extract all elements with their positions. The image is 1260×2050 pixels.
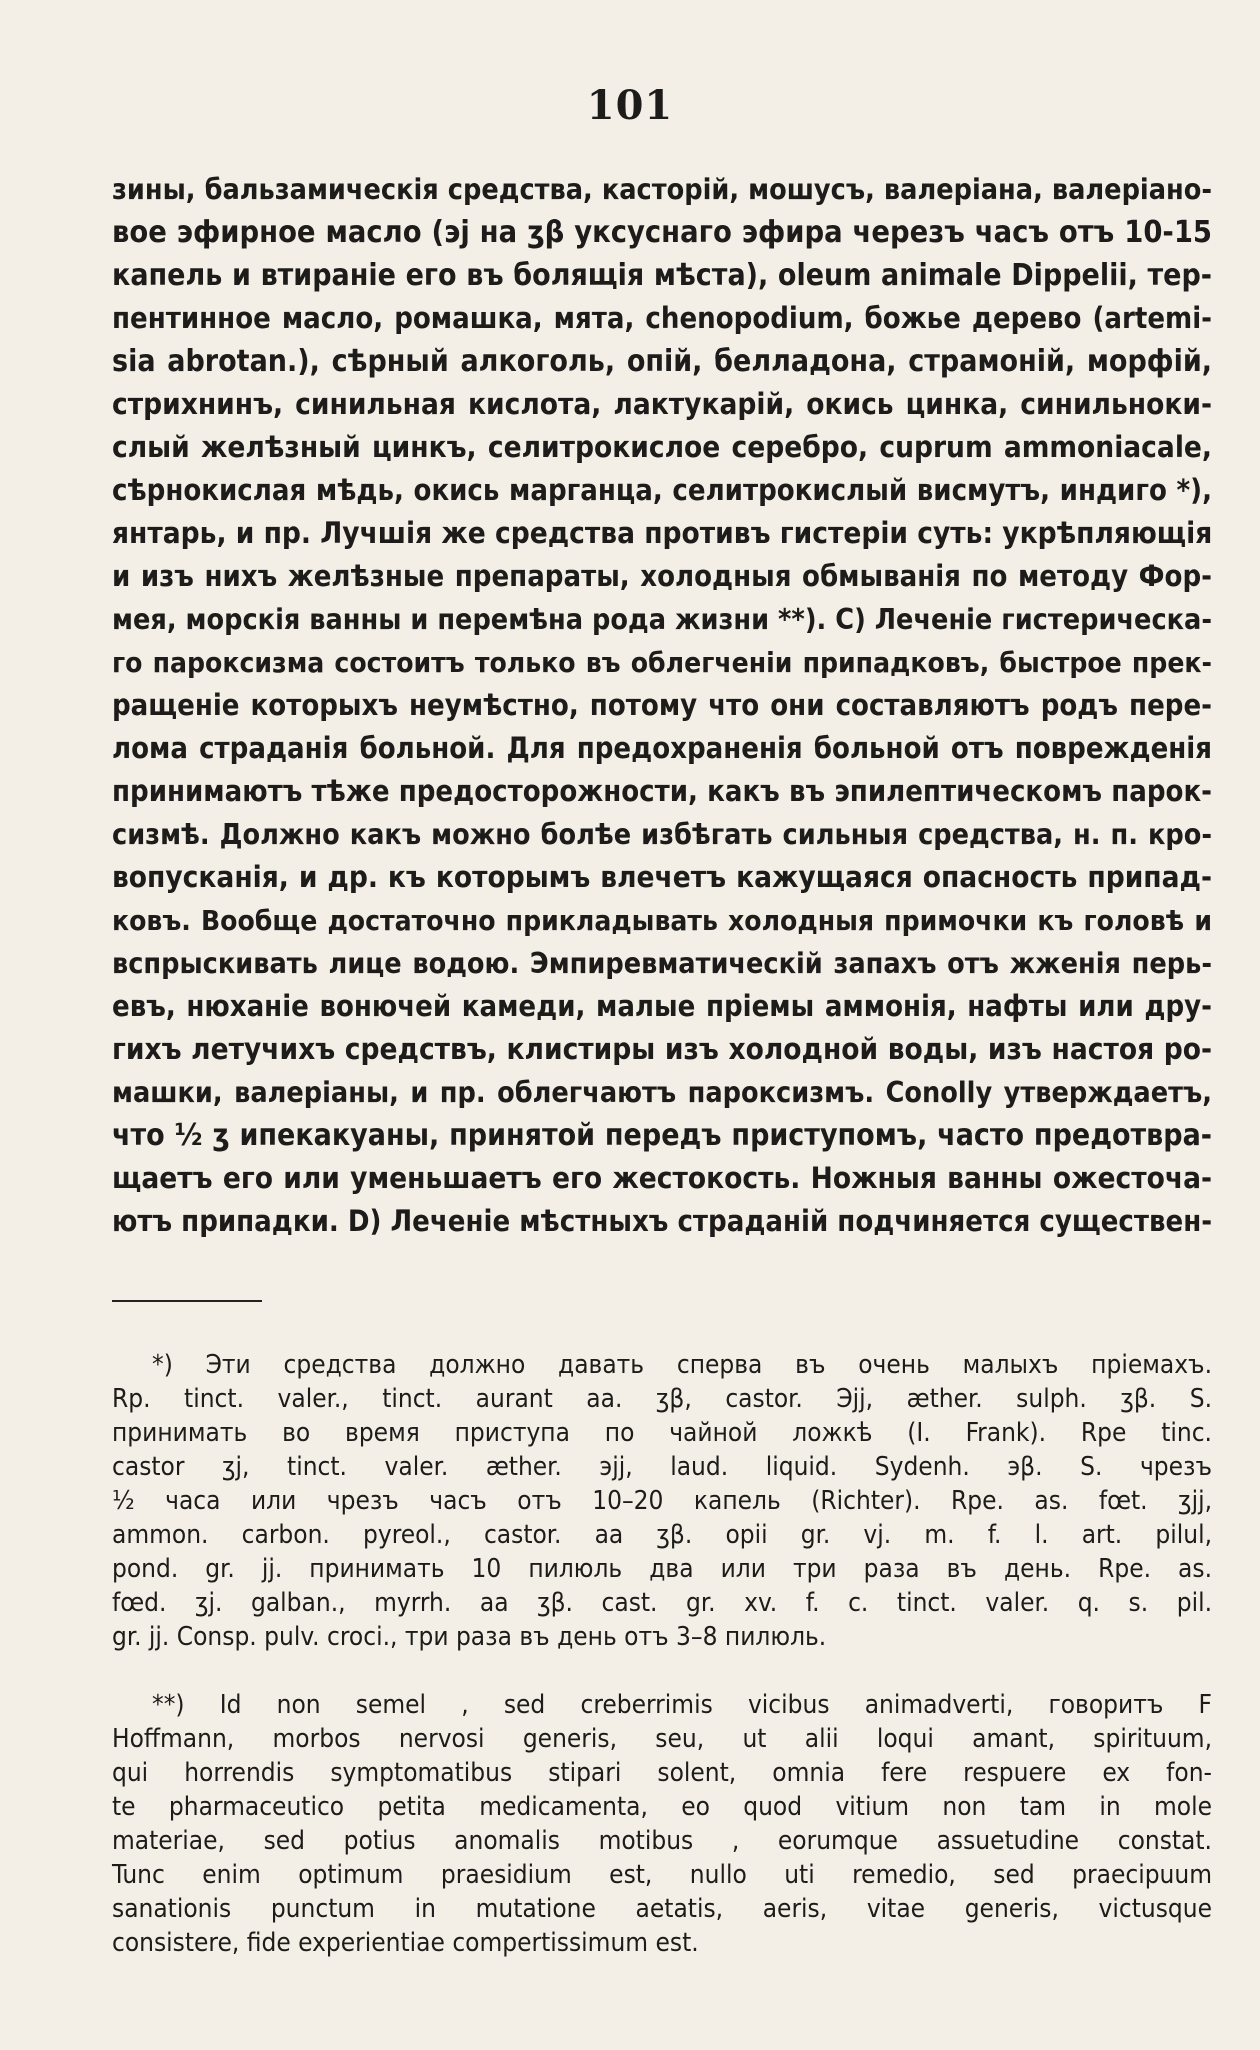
body-text-line: ращеніе которыхъ неумѣстно, потому что они составляютъ родъ пере-	[112, 688, 1212, 722]
footnote-line: gr. jj. Consp. pulv. croci., три раза въ день отъ 3–8 пилюль.	[112, 1622, 827, 1652]
body-text-line: sia abrotan.), сѣрный алкоголь, опій, белладона, страмоній, морфій,	[112, 344, 1212, 379]
footnote-line: consistere, fide experientiae compertissimum est.	[112, 1928, 699, 1958]
body-text-line: капель и втираніе его въ болящія мѣста), oleum animale Dippelii, тер-	[112, 258, 1212, 293]
body-text-line: янтарь, и пр. Лучшія же средства противъ гистеріи суть: укрѣпляющія	[112, 516, 1213, 550]
body-text-line: ковъ. Вообще достаточно прикладывать холодныя примочки къ головѣ и	[112, 904, 1212, 937]
footnote-line: принимать во время приступа по чайной ложкѣ (I. Frank). Rpe tinc.	[112, 1418, 1212, 1448]
body-text-line: евъ, нюханіе вонючей камеди, малые пріемы аммонія, нафты или дру-	[112, 989, 1212, 1023]
footnote-line: Tunc enim optimum praesidium est, nullo uti remedio, sed praecipuum	[112, 1860, 1212, 1890]
footnote-line: Rp. tinct. valer., tinct. aurant aa. ʒβ, castor. Эjj, æther. sulph. ʒβ. S.	[112, 1384, 1212, 1414]
body-text-line: сѣрнокислая мѣдь, окись марганца, селитрокислый висмутъ, индиго *),	[112, 473, 1212, 507]
body-text-line: ютъ припадки. D) Леченіе мѣстныхъ страданій подчиняется существен-	[112, 1204, 1213, 1238]
page-number: 101	[586, 82, 674, 129]
footnote-line: **) Id non semel , sed creberrimis vicibus animadverti, говоритъ F	[152, 1690, 1212, 1720]
body-text-line: машки, валеріаны, и пр. облегчаютъ пароксизмъ. Conolly утверждаетъ,	[112, 1076, 1212, 1109]
footnote-line: fœd. ʒj. galban., myrrh. aa ʒβ. cast. gr. xv. f. c. tinct. valer. q. s. pil.	[112, 1588, 1212, 1618]
body-text-line: и изъ нихъ желѣзные препараты, холодныя обмыванія по методу Фор-	[112, 559, 1212, 593]
body-text-line: слый желѣзный цинкъ, селитрокислое серебро, cuprum ammoniacale,	[112, 430, 1212, 464]
footnote-line: castor ʒj, tinct. valer. æther. эjj, laud. liquid. Sydenh. эβ. S. чрезъ	[112, 1452, 1212, 1482]
body-text-line: что ½ ʒ ипекакуаны, принятой передъ приступомъ, часто предотвра-	[112, 1118, 1212, 1153]
footnote-line: qui horrendis symptomatibus stipari solent, omnia fere respuere ex fon-	[112, 1758, 1212, 1788]
body-text-line: пентинное масло, ромашка, мята, chenopodium, божье дерево (artemi-	[112, 301, 1212, 335]
footnote-line: ½ часа или чрезъ часъ отъ 10–20 капель (Richter). Rpe. as. fœt. ʒjj,	[112, 1486, 1212, 1516]
footnote-line: sanationis punctum in mutatione aetatis, aeris, vitae generis, victusque	[112, 1894, 1212, 1924]
body-text-line: мея, морскія ванны и перемѣна рода жизни **). C) Леченіе гистерическа-	[112, 603, 1212, 636]
body-text-line: щаетъ его или уменьшаетъ его жестокость. Ножныя ванны ожесточа-	[112, 1161, 1212, 1195]
footnote-line: *) Эти средства должно давать сперва въ очень малыхъ пріемахъ.	[152, 1350, 1212, 1380]
body-text-line: стрихнинъ, синильная кислота, лактукарій, окись цинка, синильноки-	[112, 387, 1212, 421]
footnote-line: Hoffmann, morbos nervosi generis, seu, ut alii loqui amant, spirituum,	[112, 1724, 1212, 1754]
footnote-line: pond. gr. jj. принимать 10 пилюль два или три раза въ день. Rpe. as.	[112, 1554, 1212, 1584]
footnote-2	[112, 1688, 1212, 1960]
body-text-line: вспрыскивать лице водою. Эмпиревматическій запахъ отъ жженія перь-	[112, 947, 1212, 980]
footnote-1	[112, 1348, 1212, 1654]
body-text	[112, 168, 1212, 1243]
body-text-line: гихъ летучихъ средствъ, клистиры изъ холодной воды, изъ настоя ро-	[112, 1032, 1212, 1066]
body-text-line: зины, бальзамическія средства, касторій, мошусъ, валеріана, валеріано-	[112, 173, 1212, 206]
body-text-line: лома страданія больной. Для предохраненія больной отъ поврежденія	[112, 731, 1212, 765]
body-text-line: сизмѣ. Должно какъ можно болѣе избѣгать сильныя средства, н. п. кро-	[112, 818, 1212, 851]
body-text-line: вопусканія, и др. къ которымъ влечетъ кажущаяся опасность припад-	[112, 860, 1212, 894]
body-text-line: вое эфирное масло (эj на ʒβ уксуснаго эфира черезъ часъ отъ 10-15	[112, 215, 1212, 250]
body-text-line: го пароксизма состоитъ только въ облегченіи припадковъ, быстрое прек-	[112, 646, 1212, 679]
body-text-line: принимаютъ тѣже предосторожности, какъ въ эпилептическомъ парок-	[112, 774, 1212, 808]
footnote-line: materiae, sed potius anomalis motibus , eorumque assuetudine constat.	[112, 1826, 1212, 1856]
footnote-line: ammon. carbon. pyreol., castor. aa ʒβ. opii gr. vj. m. f. l. art. pilul,	[112, 1520, 1212, 1550]
footnote-line: te pharmaceutico petita medicamenta, eo quod vitium non tam in mole	[112, 1792, 1212, 1822]
footnote-separator	[112, 1300, 262, 1302]
